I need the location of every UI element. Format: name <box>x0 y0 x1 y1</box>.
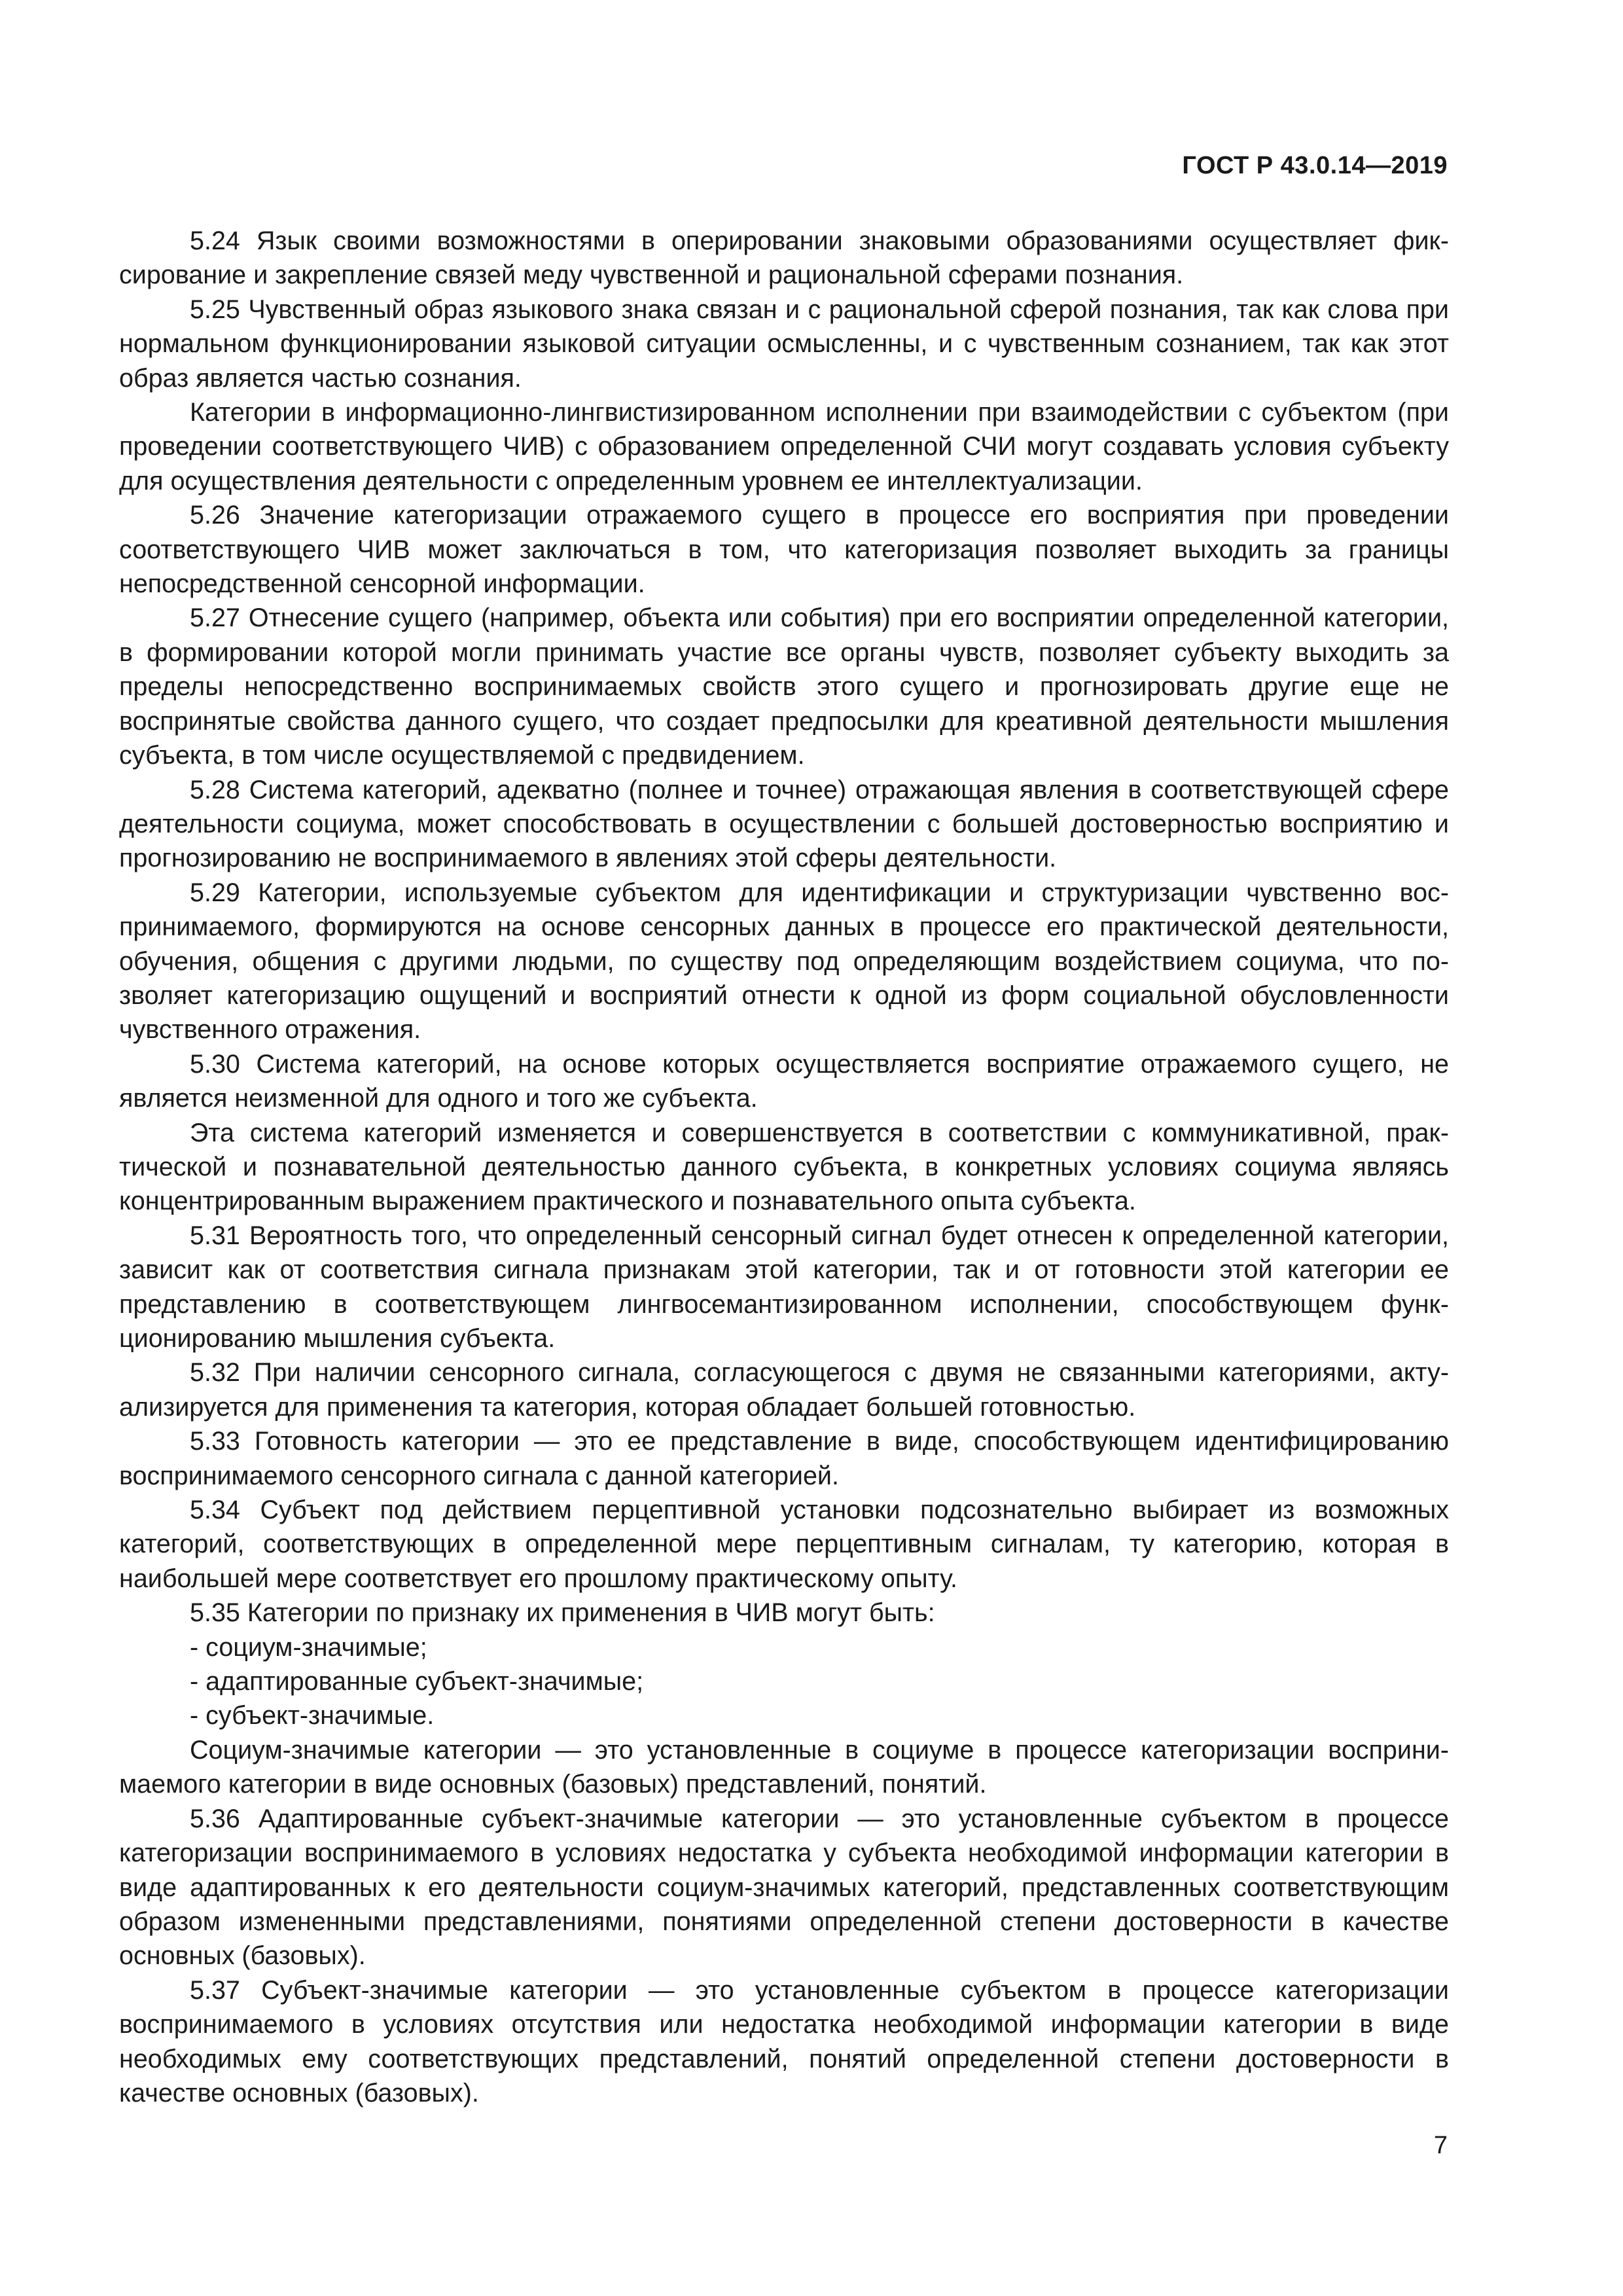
category-list <box>119 1630 1449 1733</box>
paragraph-5-35: 5.35 Категории по признаку их применения в ЧИВ могут быть: <box>190 1598 935 1628</box>
list-item: - субъект-значимые. <box>190 1701 435 1731</box>
paragraph: Категории в информационно-лингвистизированном исполнении при взаимодействии с субъектом (при проведении соответствующего ЧИВ) с образованием определенной СЧИ могут создавать условия субъекту для осуществления деятельности с определенным уровнем ее интеллектуализации. <box>119 398 1449 495</box>
document-code: ГОСТ Р 43.0.14—2019 <box>1182 152 1448 179</box>
paragraph-5-31: 5.31 Вероятность того, что определенный сенсорный сигнал будет отнесен к определенной категории, зависит как от соответствия сигнала признакам этой категории, так и от готовности этой категории ее представлению в соответствующем лингвосемантизированном исполнении, способствующем функционированию мышления субъекта. <box>119 1221 1449 1353</box>
paragraph-5-33: 5.33 Готовность категории — это ее представление в виде, способствующем идентифицированию воспринимаемого сенсорного сигнала с данной категорией. <box>119 1427 1449 1490</box>
paragraph-5-24: 5.24 Язык своими возможностями в оперировании знаковыми образованиями осуществляет фиксирование и закрепление связей меду чувственной и рациональной сферами познания. <box>119 226 1449 290</box>
paragraph-5-26: 5.26 Значение категоризации отражаемого сущего в процессе его восприятия при проведении соответствующего ЧИВ может заключаться в том, что категоризация позволяет выходить за границы непосредственной сенсорной информации. <box>119 501 1449 599</box>
paragraph-5-28: 5.28 Система категорий, адекватно (полнее и точнее) отражающая явления в соответствующей сфере деятельности социума, может способствовать в осуществлении с большей достоверностью восприятию и прогнозированию не воспринимаемого в явлениях этой сферы деятельности. <box>119 775 1449 873</box>
paragraph-5-29: 5.29 Категории, используемые субъектом для идентификации и структуризации чувственно воспринимаемого, формируются на основе сенсорных данных в процессе его практической деятельности, обучения, общения с другими людьми, по существу под определяющим воздействием социума, что позволяет категоризацию ощущений и восприятий отнести к одной из форм социальной обусловленности чувственного отражения. <box>119 878 1449 1045</box>
page-number: 7 <box>1433 2132 1448 2159</box>
paragraph: Эта система категорий изменяется и совершенствуется в соответствии с коммуникативной, практической и познавательной деятельностью данного субъекта, в конкретных условиях социума являясь концентрированным выражением практического и познавательного опыта субъекта. <box>119 1118 1449 1216</box>
paragraph-5-36: 5.36 Адаптированные субъект-значимые категории — это установленные субъектом в процессе категоризации воспринимаемого в условиях недостатка у субъекта необходимой информации категории в виде адаптированных к его деятельности социум-значимых категорий, представленных соответствующим образом измененными представлениями, понятиями определенной степени достоверности в качестве основных (базовых). <box>119 1804 1449 1971</box>
paragraph-5-34: 5.34 Субъект под действием перцептивной установки подсознательно выбирает из возможных категорий, соответствующих в определенной мере перцептивным сигналам, ту категорию, которая в наибольшей мере соответствует его прошлому практическому опыту. <box>119 1496 1449 1593</box>
document-body <box>119 224 1449 2110</box>
paragraph-5-27: 5.27 Отнесение сущего (например, объекта или события) при его восприятии определенной категории, в формировании которой могли принимать участие все органы чувств, позволяет субъекту выходить за пределы непосредственно воспринимаемых свойств этого сущего и прогнозировать другие еще не воспринятые свойства данного сущего, что создает предпосылки для креативной деятельности мышления субъекта, в том числе осуществляемой с предвидением. <box>119 603 1449 770</box>
paragraph-5-37: 5.37 Субъект-значимые категории — это установленные субъектом в процессе категоризации воспринимаемого в условиях отсутствия или недостатка необходимой информации категории в виде необходимых ему соответствующих представлений, понятий определенной степени достоверности в качестве основных (базовых). <box>119 1975 1449 2108</box>
list-item: - адаптированные субъект-значимые; <box>190 1667 644 1696</box>
paragraph: Социум-значимые категории — это установленные в социуме в процессе категоризации воспринимаемого категории в виде основных (базовых) представлений, понятий. <box>119 1735 1449 1799</box>
paragraph-5-32: 5.32 При наличии сенсорного сигнала, согласующегося с двумя не связанными категориями, актуализируется для применения та категория, которая обладает большей готовностью. <box>119 1358 1449 1422</box>
list-item: - социум-значимые; <box>190 1632 427 1662</box>
paragraph-5-25: 5.25 Чувственный образ языкового знака связан и с рациональной сферой познания, так как слова при нормальном функционировании языковой ситуации осмысленны, и с чувственным сознанием, так как этот образ является частью сознания. <box>119 295 1449 393</box>
paragraph-5-30: 5.30 Система категорий, на основе которых осуществляется восприятие отражаемого сущего, не является неизменной для одного и того же субъекта. <box>119 1049 1449 1113</box>
